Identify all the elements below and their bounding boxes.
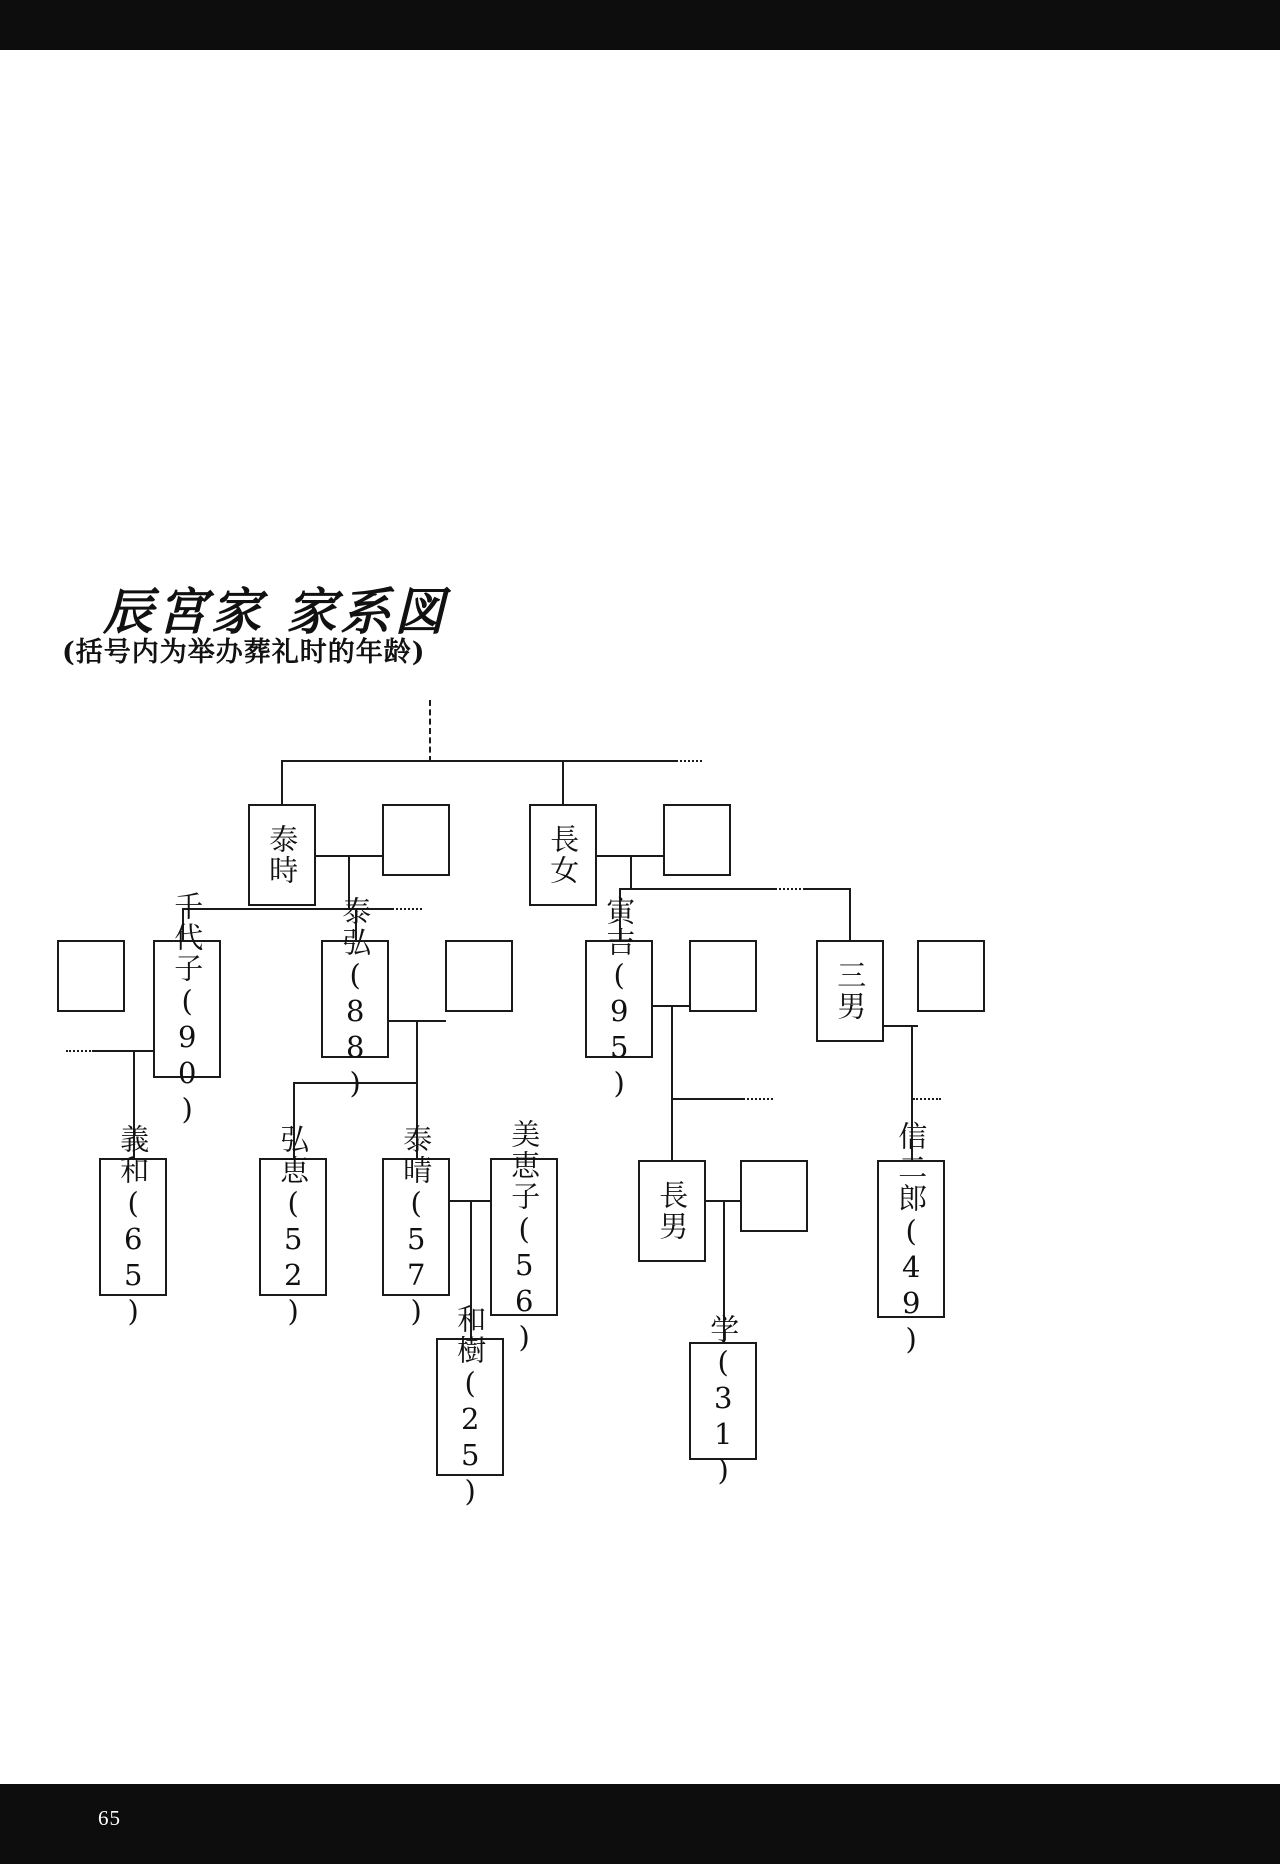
marriage-drop-torakichi — [671, 1005, 673, 1100]
children-bar-yasutoki-dashed — [392, 908, 422, 910]
node-shinjiro[interactable] — [877, 1120, 945, 1358]
node-label: 美恵子(56) — [507, 1118, 542, 1356]
node-torakichi[interactable] — [585, 896, 653, 1102]
node-yasuhiro-spouse[interactable] — [445, 940, 513, 1012]
page-title: 辰宮家 家系図 — [103, 582, 449, 641]
node-chojo-spouse[interactable] — [663, 804, 731, 876]
ancestor-stem-dashed — [429, 700, 431, 762]
drop-to-sannan — [849, 888, 851, 940]
node-mieko[interactable] — [490, 1118, 558, 1356]
node-label: 泰時 — [265, 824, 300, 886]
node-yasuharu[interactable] — [382, 1124, 450, 1330]
page-number: 65 — [98, 1806, 121, 1830]
node-label: 長男 — [655, 1180, 690, 1242]
node-label: 泰弘(88) — [338, 896, 373, 1102]
node-label: 義和(65) — [116, 1124, 151, 1330]
node-hiroe[interactable] — [259, 1124, 327, 1330]
drop-to-yasutoki — [281, 760, 283, 804]
page-subtitle: (括号内为举办葬礼时的年龄) — [62, 637, 426, 668]
marriage-link-chiyoko-dashed — [66, 1050, 94, 1052]
node-label: 弘恵(52) — [276, 1124, 311, 1330]
marriage-drop-chojo — [630, 855, 632, 889]
node-sannan[interactable] — [816, 940, 884, 1042]
marriage-link-chiyoko-left — [92, 1050, 112, 1052]
gen1-sibling-bar — [281, 760, 676, 762]
node-chiyoko[interactable] — [153, 890, 221, 1128]
marriage-link-yasuharu — [443, 1200, 495, 1202]
children-bar-chojo-dashed — [775, 888, 805, 890]
node-label: 和樹(25) — [453, 1304, 488, 1510]
drop-to-chonan — [671, 1098, 673, 1160]
bottom-black-band — [0, 1784, 1280, 1864]
node-label: 寅吉(95) — [602, 896, 637, 1102]
node-yasutoki-spouse[interactable] — [382, 804, 450, 876]
children-bar-sannan-dashed — [913, 1098, 941, 1100]
drop-to-chojo — [562, 760, 564, 804]
children-bar-torakichi — [671, 1098, 745, 1100]
page-sheet — [0, 50, 1280, 1784]
node-label: 三男 — [833, 960, 868, 1022]
node-label: 長女 — [546, 824, 581, 886]
node-kazuki[interactable] — [436, 1304, 504, 1510]
gen1-sibling-bar-dashed-right — [672, 760, 702, 762]
node-chiyoko-spouse[interactable] — [57, 940, 125, 1012]
node-yasuhiro[interactable] — [321, 896, 389, 1102]
node-chonan[interactable] — [638, 1160, 706, 1262]
node-torakichi-spouse[interactable] — [689, 940, 757, 1012]
marriage-link-chonan — [700, 1200, 744, 1202]
marriage-drop-yasuhiro — [416, 1020, 418, 1084]
node-label: 学(31) — [706, 1313, 741, 1489]
node-yoshikazu[interactable] — [99, 1124, 167, 1330]
node-label: 信二郎(49) — [894, 1120, 929, 1358]
node-manabu[interactable] — [689, 1313, 757, 1489]
node-chojo[interactable] — [529, 804, 597, 906]
node-sannan-spouse[interactable] — [917, 940, 985, 1012]
top-black-band — [0, 0, 1280, 50]
children-bar-chojo — [619, 888, 777, 890]
node-yasutoki[interactable] — [248, 804, 316, 906]
children-bar-torakichi-dashed — [743, 1098, 773, 1100]
node-chonan-spouse[interactable] — [740, 1160, 808, 1232]
node-label: 千代子(90) — [170, 890, 205, 1128]
node-label: 泰晴(57) — [399, 1124, 434, 1330]
children-bar-chojo-right — [803, 888, 851, 890]
